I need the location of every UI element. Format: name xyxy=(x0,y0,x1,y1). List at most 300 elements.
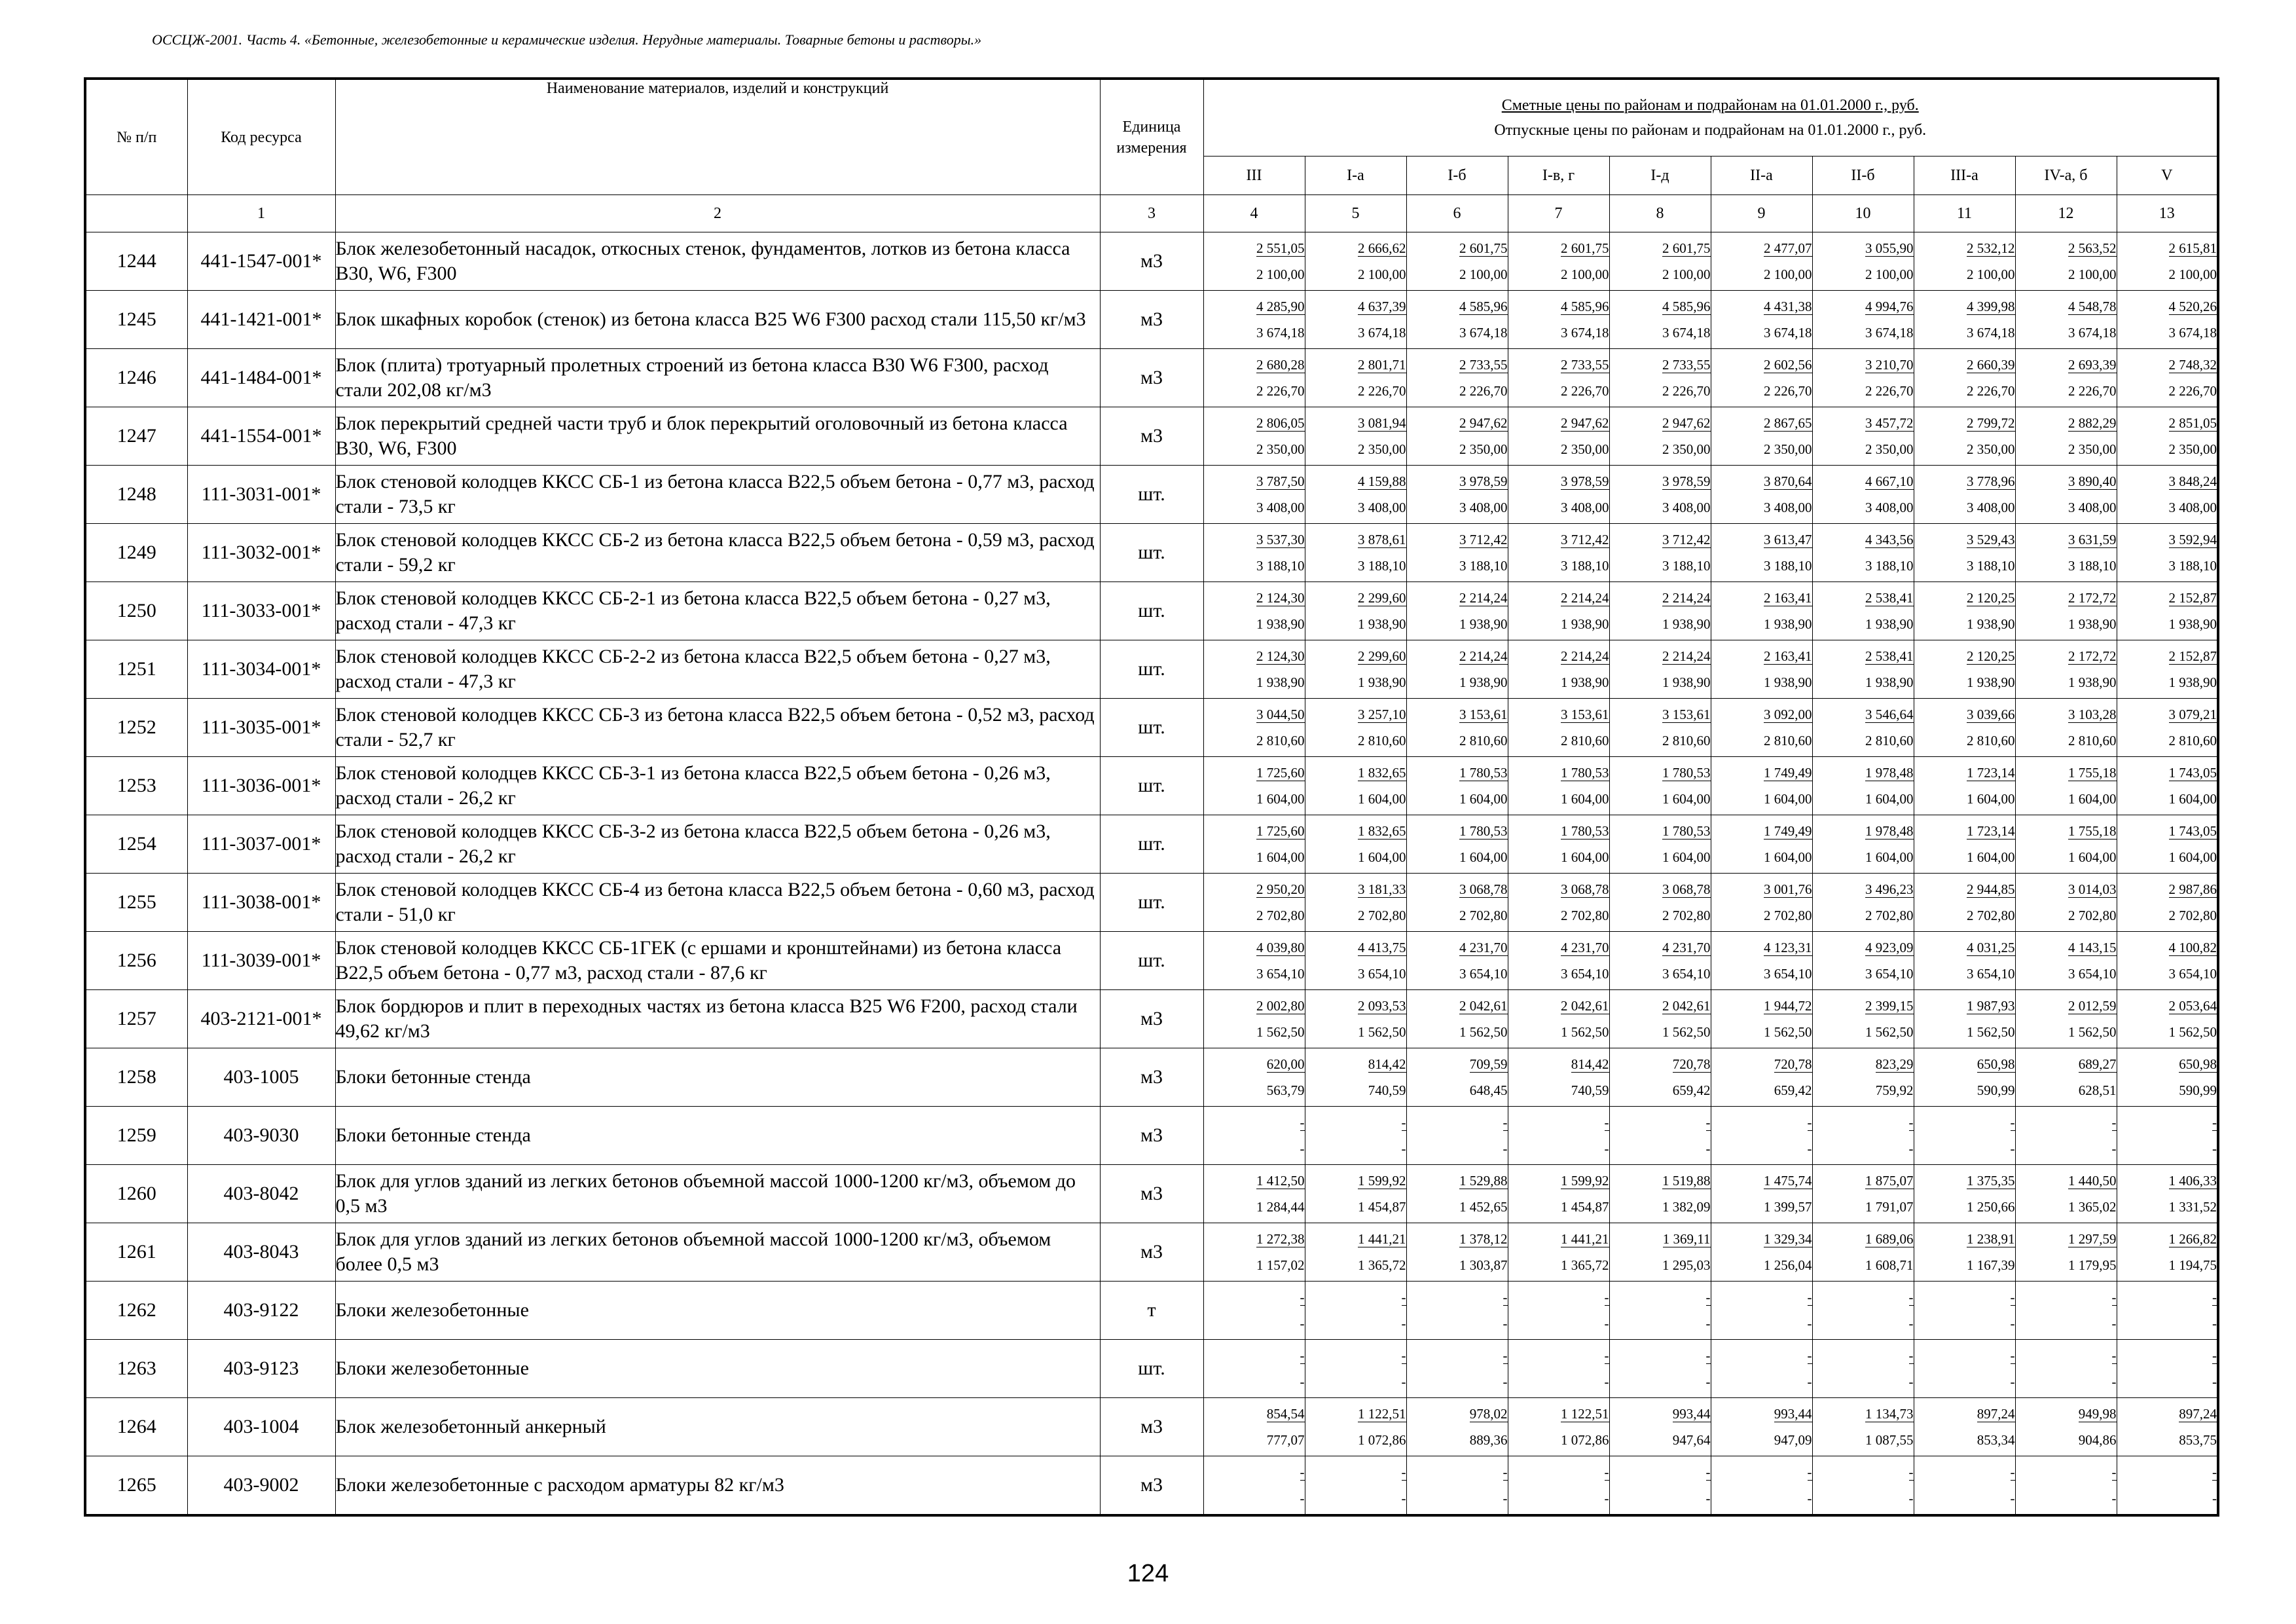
estimate-price-value: 1 723,14 xyxy=(1967,823,2015,839)
estimate-price xyxy=(1914,1401,2015,1427)
estimate-price xyxy=(1813,818,1914,844)
header-unit: Единица измерения xyxy=(1100,79,1203,195)
release-price: 2 702,80 xyxy=(1967,908,2015,923)
estimate-price xyxy=(2016,235,2117,261)
estimate-price-value: - xyxy=(2010,1464,2015,1480)
estimate-price-value: - xyxy=(1401,1348,1406,1363)
price-cell xyxy=(1711,407,1812,466)
price-cell xyxy=(2117,815,2218,874)
price-cell xyxy=(1508,291,1609,349)
price-cell xyxy=(1914,757,2015,815)
release-price: 3 408,00 xyxy=(1459,500,1508,515)
estimate-price xyxy=(1711,468,1812,494)
table-row xyxy=(85,699,2218,757)
estimate-price-value: 620,00 xyxy=(1266,1056,1305,1072)
release-price: 1 604,00 xyxy=(1256,849,1305,865)
estimate-price-value: 897,24 xyxy=(1977,1406,2015,1422)
price-cell xyxy=(1305,932,1406,990)
estimate-price xyxy=(1204,1168,1305,1194)
item-name: Блок бордюров и плит в переходных частях из бетона класса В25 W6 F200, расход стали 49,62 кг/м3 xyxy=(335,990,1100,1048)
release-price: 3 654,10 xyxy=(1764,966,1812,982)
estimate-price xyxy=(1508,760,1609,786)
estimate-price-value: - xyxy=(1908,1464,1914,1480)
row-number: 1255 xyxy=(85,874,187,932)
estimate-price xyxy=(1610,1459,1711,1485)
release-price: 1 938,90 xyxy=(1865,674,1914,690)
release-price: 3 188,10 xyxy=(1764,558,1812,574)
estimate-price xyxy=(1711,1459,1812,1485)
estimate-price xyxy=(1407,1051,1508,1077)
price-cell xyxy=(1711,1048,1812,1107)
price-cell xyxy=(1609,1456,1711,1516)
estimate-price xyxy=(1813,526,1914,553)
price-cell xyxy=(1609,232,1711,291)
price-cell xyxy=(1203,407,1305,466)
estimate-price xyxy=(1711,526,1812,553)
estimate-price-value: 4 413,75 xyxy=(1358,940,1406,955)
price-cell xyxy=(1203,874,1305,932)
price-cell xyxy=(1203,640,1305,699)
header-col-index: 5 xyxy=(1305,195,1406,232)
estimate-price-value: 3 712,42 xyxy=(1662,532,1711,547)
price-cell xyxy=(1203,232,1305,291)
price-cell xyxy=(1609,932,1711,990)
release-price: - xyxy=(1908,1141,1914,1156)
estimate-price-value: 2 172,72 xyxy=(2068,590,2117,606)
price-cell xyxy=(1711,932,1812,990)
price-cell xyxy=(1609,466,1711,524)
estimate-price-value: 2 950,20 xyxy=(1256,881,1305,897)
estimate-price xyxy=(2117,701,2217,728)
release-price: - xyxy=(1705,1374,1711,1390)
estimate-price-value: 3 210,70 xyxy=(1865,357,1914,373)
estimate-price-value: 2 680,28 xyxy=(1256,357,1305,373)
price-cell xyxy=(1609,407,1711,466)
header-region: III-а xyxy=(1914,157,2015,195)
estimate-price xyxy=(1407,934,1508,961)
release-price: - xyxy=(1807,1374,1812,1390)
unit-of-measure: м3 xyxy=(1100,1107,1203,1165)
release-price: 2 100,00 xyxy=(1358,267,1406,282)
item-name: Блок для углов зданий из легких бетонов объемной массой 1000-1200 кг/м3, объемом более 0,5 м3 xyxy=(335,1223,1100,1282)
header-col-index: 12 xyxy=(2015,195,2117,232)
estimate-price-value: 854,54 xyxy=(1266,1406,1305,1422)
estimate-price-value: 2 693,39 xyxy=(2068,357,2117,373)
estimate-price xyxy=(1305,235,1406,261)
release-price: 590,99 xyxy=(1977,1082,2015,1098)
estimate-price xyxy=(2117,1226,2217,1252)
release-price: - xyxy=(1807,1141,1812,1156)
estimate-price xyxy=(1204,876,1305,902)
estimate-price-value: 1 599,92 xyxy=(1561,1173,1609,1189)
estimate-price-value: 3 055,90 xyxy=(1865,240,1914,256)
estimate-price xyxy=(1914,352,2015,378)
estimate-price xyxy=(2016,1401,2117,1427)
release-price: 3 654,10 xyxy=(2068,966,2117,982)
price-cell xyxy=(1406,349,1508,407)
release-price: 1 938,90 xyxy=(1459,674,1508,690)
header-region: I-д xyxy=(1609,157,1711,195)
estimate-price xyxy=(1508,701,1609,728)
price-cell xyxy=(2117,640,2218,699)
release-price: 2 810,60 xyxy=(1865,733,1914,748)
estimate-price xyxy=(2117,876,2217,902)
estimate-price-value: 3 103,28 xyxy=(2068,707,2117,722)
estimate-price-value: 709,59 xyxy=(1469,1056,1508,1072)
price-cell xyxy=(1508,1048,1609,1107)
release-price: - xyxy=(1401,1316,1406,1331)
price-cell xyxy=(1305,1398,1406,1456)
estimate-price-value: 1 755,18 xyxy=(2068,765,2117,781)
price-cell xyxy=(2015,1223,2117,1282)
estimate-price xyxy=(2117,1342,2217,1369)
estimate-price-value: 2 947,62 xyxy=(1561,415,1609,431)
release-price: - xyxy=(1604,1490,1609,1506)
estimate-price-value: 2 093,53 xyxy=(1358,998,1406,1014)
estimate-price xyxy=(2117,526,2217,553)
price-cell xyxy=(1711,1223,1812,1282)
price-cell xyxy=(1305,582,1406,640)
price-cell xyxy=(2015,582,2117,640)
release-price: 1 454,87 xyxy=(1561,1199,1609,1215)
resource-code: 441-1421-001* xyxy=(187,291,335,349)
row-number: 1252 xyxy=(85,699,187,757)
estimate-price xyxy=(1508,1168,1609,1194)
price-cell xyxy=(1812,407,1914,466)
estimate-price-value: 3 537,30 xyxy=(1256,532,1305,547)
header-region: IV-а, б xyxy=(2015,157,2117,195)
release-price: 2 350,00 xyxy=(2168,441,2217,457)
estimate-price xyxy=(1711,1168,1812,1194)
release-price: 1 604,00 xyxy=(1967,849,2015,865)
estimate-price xyxy=(1204,1109,1305,1135)
release-price: - xyxy=(1807,1316,1812,1331)
estimate-price-value: 1 743,05 xyxy=(2168,823,2217,839)
price-cell xyxy=(1203,1107,1305,1165)
item-name: Блок стеновой колодцев ККСС СБ-4 из бетона класса В22,5 объем бетона - 0,60 м3, расход стали - 51,0 кг xyxy=(335,874,1100,932)
estimate-price-value: 2 042,61 xyxy=(1662,998,1711,1014)
estimate-price-value: 2 733,55 xyxy=(1459,357,1508,373)
estimate-price-value: 2 851,05 xyxy=(2168,415,2217,431)
estimate-price-value: 2 152,87 xyxy=(2168,590,2217,606)
price-cell xyxy=(1609,1282,1711,1340)
estimate-price xyxy=(1407,876,1508,902)
release-price: 3 408,00 xyxy=(2168,500,2217,515)
estimate-price xyxy=(1610,1401,1711,1427)
estimate-price-value: 3 546,64 xyxy=(1865,707,1914,722)
estimate-price xyxy=(2016,934,2117,961)
estimate-price xyxy=(1711,1051,1812,1077)
release-price: 3 188,10 xyxy=(1967,558,2015,574)
price-cell xyxy=(2117,524,2218,582)
price-cell xyxy=(1914,1398,2015,1456)
estimate-price-value: 4 399,98 xyxy=(1967,299,2015,314)
release-price: - xyxy=(1604,1316,1609,1331)
header-col-index: 13 xyxy=(2117,195,2218,232)
row-number: 1265 xyxy=(85,1456,187,1516)
price-cell xyxy=(1508,1398,1609,1456)
estimate-price xyxy=(1508,410,1609,436)
header-col-index: 10 xyxy=(1812,195,1914,232)
release-price: - xyxy=(1604,1374,1609,1390)
estimate-price xyxy=(1813,701,1914,728)
estimate-price xyxy=(2016,993,2117,1019)
price-cell xyxy=(1609,990,1711,1048)
release-price: 2 350,00 xyxy=(1865,441,1914,457)
price-cell xyxy=(2015,815,2117,874)
estimate-price xyxy=(1305,293,1406,320)
release-price: 889,36 xyxy=(1469,1432,1508,1448)
estimate-price xyxy=(1305,468,1406,494)
estimate-price-value: 4 994,76 xyxy=(1865,299,1914,314)
release-price: 3 408,00 xyxy=(1358,500,1406,515)
price-cell xyxy=(1711,1282,1812,1340)
release-price: 1 562,50 xyxy=(1561,1024,1609,1040)
release-price: 563,79 xyxy=(1266,1082,1305,1098)
price-cell xyxy=(1508,407,1609,466)
estimate-price-value: 2 882,29 xyxy=(2068,415,2117,431)
release-price: 2 702,80 xyxy=(1764,908,1812,923)
release-price: 3 674,18 xyxy=(1459,325,1508,341)
price-cell xyxy=(2015,291,2117,349)
estimate-price xyxy=(2016,526,2117,553)
estimate-price xyxy=(1407,701,1508,728)
estimate-price-value: - xyxy=(1908,1348,1914,1363)
release-price: - xyxy=(2010,1316,2015,1331)
price-cell xyxy=(1406,232,1508,291)
estimate-price xyxy=(1407,585,1508,611)
release-price: 1 938,90 xyxy=(1256,674,1305,690)
estimate-price xyxy=(1204,701,1305,728)
estimate-price-value: 2 799,72 xyxy=(1967,415,2015,431)
estimate-price-value: 2 053,64 xyxy=(2168,998,2217,1014)
estimate-price xyxy=(1305,1459,1406,1485)
estimate-price-value: - xyxy=(1401,1464,1406,1480)
price-cell xyxy=(1812,932,1914,990)
table-row xyxy=(85,990,2218,1048)
release-price: - xyxy=(1401,1141,1406,1156)
item-name: Блок для углов зданий из легких бетонов объемной массой 1000-1200 кг/м3, объемом до 0,5 м3 xyxy=(335,1165,1100,1223)
release-price: 947,64 xyxy=(1672,1432,1711,1448)
row-number: 1263 xyxy=(85,1340,187,1398)
estimate-price-value: 720,78 xyxy=(1672,1056,1711,1072)
price-cell xyxy=(1812,1048,1914,1107)
price-cell xyxy=(2015,407,2117,466)
estimate-price-value: 3 712,42 xyxy=(1561,532,1609,547)
release-price: - xyxy=(2010,1374,2015,1390)
price-cell xyxy=(1711,349,1812,407)
price-cell xyxy=(2015,1340,2117,1398)
estimate-price-value: - xyxy=(2212,1464,2217,1480)
row-number: 1250 xyxy=(85,582,187,640)
price-cell xyxy=(1711,990,1812,1048)
header-col-index: 4 xyxy=(1203,195,1305,232)
estimate-price xyxy=(2117,934,2217,961)
estimate-price xyxy=(1407,1342,1508,1369)
estimate-price xyxy=(1813,993,1914,1019)
estimate-price-value: - xyxy=(1807,1289,1812,1305)
estimate-price-value: 2 002,80 xyxy=(1256,998,1305,1014)
estimate-price-value: 4 123,31 xyxy=(1764,940,1812,955)
estimate-price xyxy=(1305,410,1406,436)
price-cell xyxy=(1406,1223,1508,1282)
price-cell xyxy=(1711,1165,1812,1223)
release-price: 1 256,04 xyxy=(1764,1257,1812,1273)
estimate-price xyxy=(1610,818,1711,844)
estimate-price-value: 4 285,90 xyxy=(1256,299,1305,314)
estimate-price xyxy=(1610,701,1711,728)
estimate-price xyxy=(2016,1284,2117,1310)
unit-of-measure: м3 xyxy=(1100,1165,1203,1223)
release-price: 628,51 xyxy=(2078,1082,2117,1098)
release-price: 1 382,09 xyxy=(1662,1199,1711,1215)
row-number: 1254 xyxy=(85,815,187,874)
release-price: 590,99 xyxy=(2179,1082,2217,1098)
estimate-price xyxy=(1610,1284,1711,1310)
release-price: 1 938,90 xyxy=(2068,616,2117,632)
price-cell xyxy=(1305,874,1406,932)
table-row xyxy=(85,757,2218,815)
price-cell xyxy=(1812,990,1914,1048)
estimate-price-value: 1 780,53 xyxy=(1561,765,1609,781)
release-price: 3 674,18 xyxy=(1256,325,1305,341)
price-cell xyxy=(1914,1223,2015,1282)
price-cell xyxy=(1812,232,1914,291)
release-price: 1 604,00 xyxy=(1459,849,1508,865)
estimate-price xyxy=(1610,1226,1711,1252)
release-price: 1 938,90 xyxy=(2068,674,2117,690)
release-price: 1 562,50 xyxy=(2068,1024,2117,1040)
estimate-price xyxy=(2117,468,2217,494)
estimate-price-value: 2 152,87 xyxy=(2168,648,2217,664)
price-cell xyxy=(1914,640,2015,699)
estimate-price-value: 1 832,65 xyxy=(1358,765,1406,781)
release-price: 1 365,02 xyxy=(2068,1199,2117,1215)
price-cell xyxy=(1406,1282,1508,1340)
price-cell xyxy=(1711,1456,1812,1516)
header-col-index: 6 xyxy=(1406,195,1508,232)
price-cell xyxy=(2117,1107,2218,1165)
price-cell xyxy=(2015,524,2117,582)
table-row xyxy=(85,524,2218,582)
release-price: 3 654,10 xyxy=(1256,966,1305,982)
release-price: 1 562,50 xyxy=(1459,1024,1508,1040)
release-price: 3 674,18 xyxy=(2068,325,2117,341)
estimate-price xyxy=(1711,701,1812,728)
estimate-price xyxy=(1305,1401,1406,1427)
release-price: 1 604,00 xyxy=(1967,791,2015,807)
price-cell xyxy=(1305,466,1406,524)
estimate-price-value: 4 159,88 xyxy=(1358,473,1406,489)
estimate-price xyxy=(2117,1401,2217,1427)
release-price: - xyxy=(2111,1141,2117,1156)
release-price: 2 702,80 xyxy=(1358,908,1406,923)
release-price: - xyxy=(1300,1490,1305,1506)
release-price: - xyxy=(1300,1316,1305,1331)
estimate-price xyxy=(1508,1284,1609,1310)
estimate-price-value: - xyxy=(1401,1289,1406,1305)
price-cell xyxy=(1609,874,1711,932)
estimate-price xyxy=(1204,760,1305,786)
release-price: 1 938,90 xyxy=(1358,616,1406,632)
price-cell xyxy=(2015,1048,2117,1107)
header-code: Код ресурса xyxy=(187,79,335,195)
price-cell xyxy=(1508,1165,1609,1223)
price-cell xyxy=(1812,1282,1914,1340)
header-region: I-в, г xyxy=(1508,157,1609,195)
estimate-price-value: 2 733,55 xyxy=(1662,357,1711,373)
row-number: 1253 xyxy=(85,757,187,815)
price-cell xyxy=(1508,1107,1609,1165)
release-price: 1 562,50 xyxy=(2168,1024,2217,1040)
price-cell xyxy=(1711,524,1812,582)
table-row xyxy=(85,874,2218,932)
estimate-price-value: 2 806,05 xyxy=(1256,415,1305,431)
estimate-price-value: 2 601,75 xyxy=(1459,240,1508,256)
release-price: - xyxy=(1908,1490,1914,1506)
release-price: 2 100,00 xyxy=(1967,267,2015,282)
price-cell xyxy=(1406,466,1508,524)
release-price: 2 810,60 xyxy=(1662,733,1711,748)
estimate-price-value: 2 012,59 xyxy=(2068,998,2117,1014)
estimate-price xyxy=(1508,585,1609,611)
table-row xyxy=(85,1165,2218,1223)
release-price: 3 188,10 xyxy=(1662,558,1711,574)
estimate-price-value: - xyxy=(1807,1464,1812,1480)
estimate-price-value: 3 092,00 xyxy=(1764,707,1812,722)
estimate-price xyxy=(1305,876,1406,902)
price-cell xyxy=(2015,1165,2117,1223)
estimate-price-value: - xyxy=(1604,1464,1609,1480)
row-number: 1256 xyxy=(85,932,187,990)
price-cell xyxy=(1203,990,1305,1048)
release-price: 1 938,90 xyxy=(1459,616,1508,632)
estimate-price xyxy=(2016,1342,2117,1369)
price-cell xyxy=(1203,1048,1305,1107)
unit-of-measure: шт. xyxy=(1100,815,1203,874)
estimate-price-value: 2 666,62 xyxy=(1358,240,1406,256)
estimate-price-value: 814,42 xyxy=(1368,1056,1406,1072)
price-cell xyxy=(1609,1048,1711,1107)
release-price: 2 350,00 xyxy=(1256,441,1305,457)
price-cell xyxy=(1711,1398,1812,1456)
header-col-index: 2 xyxy=(335,195,1100,232)
estimate-price-value: 4 585,96 xyxy=(1561,299,1609,314)
estimate-price xyxy=(2117,1168,2217,1194)
unit-of-measure: м3 xyxy=(1100,349,1203,407)
estimate-price xyxy=(2016,468,2117,494)
unit-of-measure: т xyxy=(1100,1282,1203,1340)
price-cell xyxy=(1914,466,2015,524)
item-name: Блок стеновой колодцев ККСС СБ-3 из бетона класса В22,5 объем бетона - 0,52 м3, расход стали - 52,7 кг xyxy=(335,699,1100,757)
estimate-price xyxy=(1305,818,1406,844)
estimate-price-value: 3 592,94 xyxy=(2168,532,2217,547)
release-price: 2 226,70 xyxy=(1764,383,1812,399)
price-cell xyxy=(1914,699,2015,757)
estimate-price xyxy=(1813,1109,1914,1135)
unit-of-measure: шт. xyxy=(1100,699,1203,757)
release-price: 1 157,02 xyxy=(1256,1257,1305,1273)
price-cell xyxy=(2117,1456,2218,1516)
estimate-price-value: 1 780,53 xyxy=(1662,823,1711,839)
price-cell xyxy=(2117,582,2218,640)
release-price: - xyxy=(2212,1490,2217,1506)
price-cell xyxy=(1711,640,1812,699)
row-number: 1246 xyxy=(85,349,187,407)
estimate-price-value: 3 153,61 xyxy=(1662,707,1711,722)
release-price: 1 608,71 xyxy=(1865,1257,1914,1273)
price-cell xyxy=(2015,1456,2117,1516)
